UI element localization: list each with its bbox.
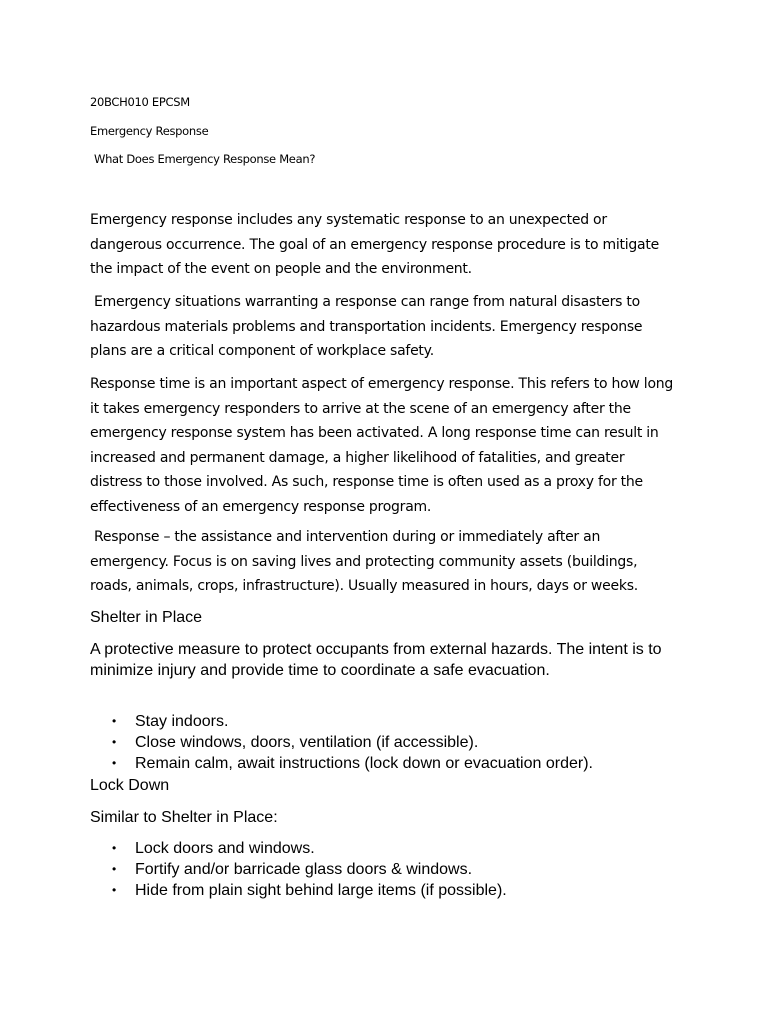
shelter-list (90, 711, 593, 774)
shelter-description: A protective measure to protect occupants from external hazards. The intent is to minimize injury and provide time to coordinate a safe evacuation. (90, 641, 662, 679)
list-item: • Fortify and/or barricade glass doors & windows. (112, 861, 473, 878)
list-item: • Stay indoors. (112, 713, 229, 730)
paragraph-response-time: Response time is an important aspect of emergency response. This refers to how long it takes emergency responders to arrive at the scene of an emergency after the emergency response system has been activated. A long response time can result in increased and permanent damage, a higher likelihood of fatalities, and greater distress to those involved. As such, response time is often used as a proxy for the effectiveness of an emergency response program. (90, 376, 674, 515)
paragraph-response-phase: Response – the assistance and intervention during or immediately after an emergency. Focus is on saving lives and protecting community assets (buildings, roads, animals, crops, infrastructure). Usually measured in hours, days or weeks. (90, 529, 638, 594)
bullet-icon: • (112, 735, 117, 749)
shelter-heading: Shelter in Place (90, 609, 203, 626)
list-item: • Lock doors and windows. (112, 840, 315, 857)
paragraph-definition: Emergency response includes any systematic response to an unexpected or dangerous occurrence. The goal of an emergency response procedure is to mitigate the impact of the event on people and the environment. (90, 212, 659, 277)
bullet-icon: • (112, 862, 117, 876)
question-line: What Does Emergency Response Mean? (94, 152, 316, 166)
bullet-icon: • (112, 883, 117, 897)
subject-line: Emergency Response (90, 124, 209, 138)
lockdown-intro: Similar to Shelter in Place: (90, 809, 278, 826)
lockdown-list (90, 838, 507, 901)
list-item: • Close windows, doors, ventilation (if accessible). (112, 734, 479, 751)
list-item: • Remain calm, await instructions (lock down or evacuation order). (112, 755, 593, 772)
bullet-icon: • (112, 841, 117, 855)
paragraph-situations: Emergency situations warranting a response can range from natural disasters to hazardous materials problems and transportation incidents. Emergency response plans are a critical component of workplace safety. (90, 294, 643, 359)
bullet-icon: • (112, 756, 117, 770)
bullet-icon: • (112, 714, 117, 728)
list-item: • Hide from plain sight behind large items (if possible). (112, 882, 507, 899)
document-code: 20BCH010 EPCSM (90, 95, 190, 109)
lockdown-heading: Lock Down (90, 777, 170, 794)
